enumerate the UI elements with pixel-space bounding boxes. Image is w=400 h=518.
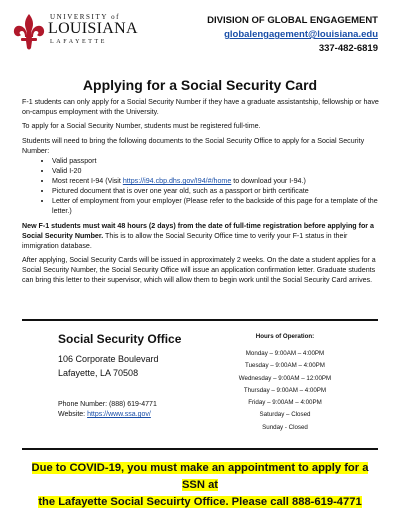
office-street: 106 Corporate Boulevard (58, 354, 159, 364)
logo-louisiana-text: LOUISIANA (48, 20, 138, 37)
university-logo (12, 12, 138, 54)
hours-row: Saturday – Closed (259, 411, 311, 419)
hours-row: Friday – 9:00AM – 4:00PM (248, 399, 322, 407)
department-contact (207, 14, 378, 56)
waiting-period-rest: This is to allow the Social Security Office time to verify your F-1 status in their immigration database. (22, 232, 348, 250)
list-item: • Letter of employment from your employer (Please refer to the backside of this page for a template of the letter.) (52, 197, 382, 216)
waiting-period-paragraph (22, 222, 382, 251)
department-name: DIVISION OF GLOBAL ENGAGEMENT (207, 15, 378, 26)
department-phone: 337-482-6819 (318, 43, 378, 54)
registration-paragraph: To apply for a Social Security Number, students must be registered full-time. (22, 122, 261, 131)
office-website-row (58, 410, 228, 420)
documents-list (52, 157, 382, 216)
hours-row: Monday – 9:00AM – 4:00PM (245, 350, 325, 357)
office-contact (58, 400, 228, 420)
office-phone: Phone Number: (888) 619-4771 (58, 401, 157, 408)
waiting-period-bold: New F-1 students must wait 48 hours (2 days) from the date of full-time registration before applying for a Social Security Number. (22, 222, 374, 241)
hours-row: Sunday - Closed (262, 423, 308, 431)
list-item (52, 177, 382, 187)
i94-text-after: to download your I-94.) (231, 177, 306, 186)
page-title: Applying for a Social Security Card (82, 77, 318, 93)
hours-row: Thursday – 9:00AM – 4:00PM (243, 386, 327, 394)
i94-link[interactable]: https://i94.cbp.dhs.gov/I94/#/home (122, 177, 232, 186)
office-city: Lafayette, LA 70508 (58, 368, 139, 378)
covid-notice-line2: the Lafayette Social Secuirty Office. Please call 888-619-4771 (38, 496, 362, 508)
document-body (22, 98, 382, 290)
bottom-divider (22, 448, 378, 450)
fleur-de-lis-icon (12, 12, 46, 52)
logo-lafayette-text: LAFAYETTE (50, 39, 108, 45)
hours-of-operation (223, 333, 347, 434)
covid-notice (24, 460, 376, 511)
hours-row: Tuesday – 9:00AM – 4:00PM (245, 362, 325, 370)
hours-row: Wednesday – 9:00AM – 12:00PM (238, 374, 332, 382)
list-item: • Valid I-20 (52, 167, 382, 177)
page-header (0, 0, 400, 70)
covid-notice-line1: Due to COVID-19, you must make an appointment to apply for a SSN at (31, 462, 369, 491)
list-item: • Valid passport (52, 157, 382, 167)
department-email-link[interactable]: globalengagement@louisiana.edu (224, 29, 378, 40)
logo-university-text: UNIVERSITY of (50, 13, 121, 21)
i94-text-before: Most recent I-94 (Visit (52, 177, 123, 186)
after-applying-paragraph: After applying, Social Security Cards will be issued in approximately 2 weeks. On the date a student applies for a Social Security Number, the Social Security Office will issue an application confirmation letter. Graduate students can bring this letter to their supervisor, which will allow them to begin work until the Social Security Card arrives. (22, 256, 376, 284)
hours-title: Hours of Operation: (255, 333, 315, 340)
top-divider (22, 319, 378, 321)
office-info (58, 332, 228, 420)
list-item: • Pictured document that is over one year old, such as a passport or birth certificate (52, 187, 382, 197)
eligibility-paragraph: F-1 students can only apply for a Social Security Number if they have a graduate assistantship, fellowship or have on-campus employment with the University. (22, 98, 379, 116)
website-label: Website: (58, 411, 88, 418)
office-website-link[interactable]: https://www.ssa.gov/ (87, 411, 151, 418)
office-name: Social Security Office (58, 332, 182, 346)
documents-intro-paragraph: Students will need to bring the following documents to the Social Security Office to apply for a Social Security Number: (22, 137, 365, 155)
